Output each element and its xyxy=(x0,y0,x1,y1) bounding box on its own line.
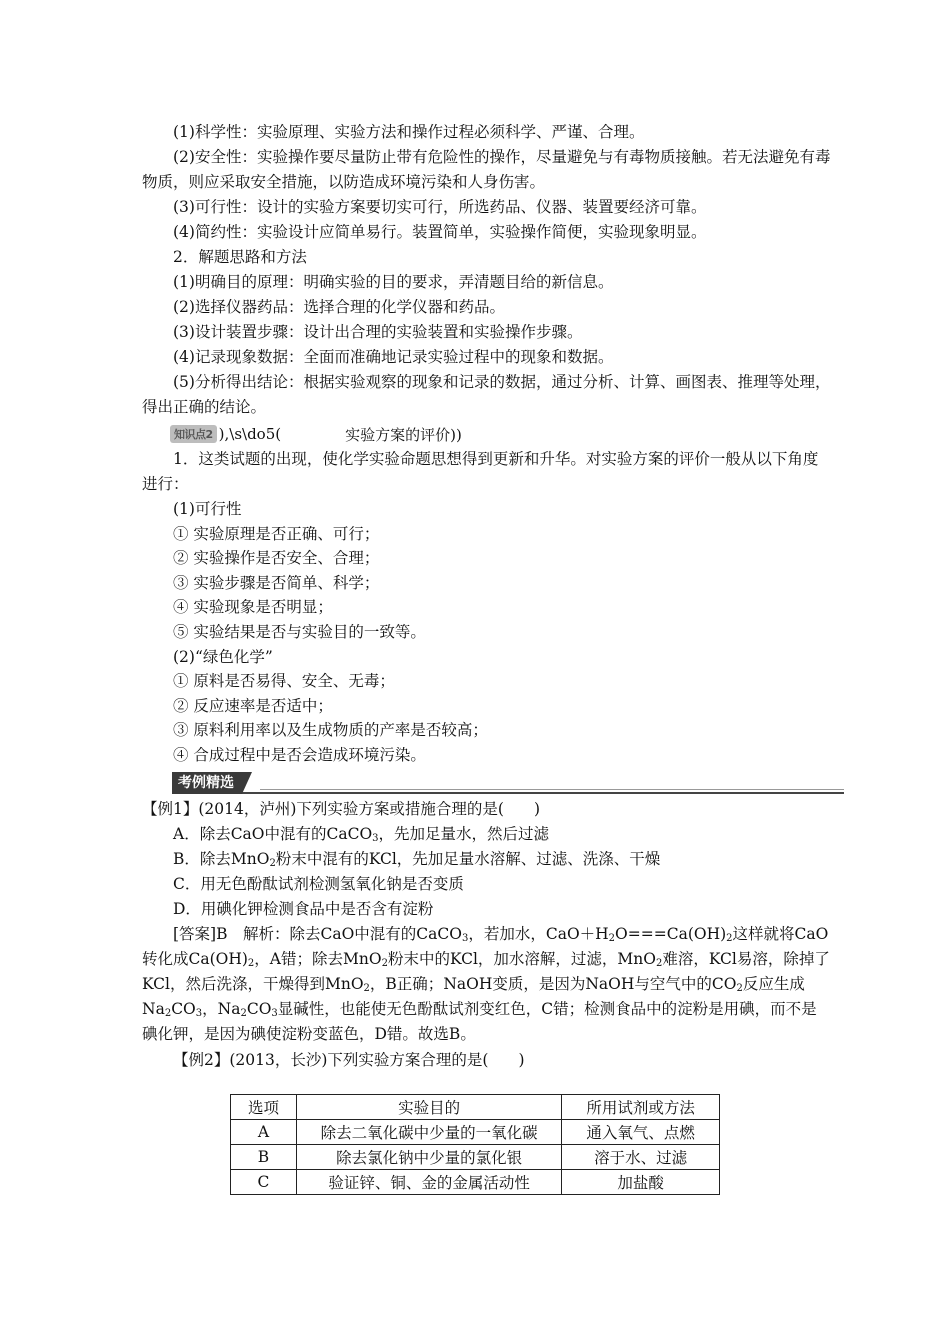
table-header: 实验目的 xyxy=(296,1095,561,1120)
feasibility-item: ③ 实验步骤是否简单、科学； xyxy=(173,573,380,592)
knowledge-point-title: 实验方案的评价)) xyxy=(345,425,462,444)
feasibility-item: ② 实验操作是否安全、合理； xyxy=(173,549,380,568)
principle-4: (4)简约性：实验设计应简单易行。装置简单，实验操作简便，实验现象明显。 xyxy=(173,223,707,241)
knowledge-point-heading xyxy=(142,421,832,447)
table-header-row xyxy=(231,1095,720,1120)
table-row xyxy=(231,1120,720,1145)
table-cell: A xyxy=(231,1120,297,1145)
knowledge-point-code: ),\s\do5( xyxy=(218,425,282,443)
green-chem-item: ④ 合成过程中是否会造成环境污染。 xyxy=(173,745,426,764)
example2-stem: 【例2】(2013，长沙)下列实验方案合理的是( ) xyxy=(173,1050,525,1069)
table-cell: 验证锌、铜、金的金属活动性 xyxy=(296,1170,561,1195)
example1-option-c: C．用无色酚酞试剂检测氢氧化钠是否变质 xyxy=(173,874,464,893)
principle-1: (1)科学性：实验原理、实验方法和操作过程必须科学、严谨、合理。 xyxy=(173,123,645,141)
method-step-1: (1)明确目的原理：明确实验的目的要求，弄清题目给的新信息。 xyxy=(173,273,614,291)
principle-3: (3)可行性：设计的实验方案要切实可行，所选药品、仪器、装置要经济可靠。 xyxy=(173,198,707,216)
table-cell: 溶于水、过滤 xyxy=(562,1145,720,1170)
document-body xyxy=(142,120,832,1073)
table-row xyxy=(231,1145,720,1170)
table-cell: B xyxy=(231,1145,297,1170)
table-cell: C xyxy=(231,1170,297,1195)
method-step-2: (2)选择仪器药品：选择合理的化学仪器和药品。 xyxy=(173,298,505,316)
table-cell: 除去二氧化碳中少量的一氧化碳 xyxy=(296,1120,561,1145)
method-heading: 2．解题思路和方法 xyxy=(173,248,307,266)
method-step-5: (5)分析得出结论：根据实验观察的现象和记录的数据，通过分析、计算、画图表、推理等处理，得出正确的结论。 xyxy=(142,373,831,416)
example1-option-b: B．除去MnO$_2$粉末中混有的KCl，先加足量水溶解、过滤、洗涤、干燥 xyxy=(173,849,661,869)
green-chem-item: ① 原料是否易得、安全、无毒； xyxy=(173,672,395,691)
principle-2: (2)安全性：实验操作要尽量防止带有危险性的操作，尽量避免与有毒物质接触。若无法避免有毒物质，则应采取安全措施，以防造成环境污染和人身伤害。 xyxy=(142,148,831,191)
green-chem-item: ③ 原料利用率以及生成物质的产率是否较高； xyxy=(173,721,488,740)
feasibility-item: ① 实验原理是否正确、可行； xyxy=(173,524,380,543)
example1-option-a: A．除去CaO中混有的CaCO$_3$，先加足量水，然后过滤 xyxy=(173,824,550,844)
green-chem-heading: (2)“绿色化学” xyxy=(173,647,273,666)
example1-option-d: D．用碘化钾检测食品中是否含有淀粉 xyxy=(173,899,434,918)
green-chem-item: ② 反应速率是否适中； xyxy=(173,696,333,715)
evaluation-intro: 1．这类试题的出现，使化学实验命题思想得到更新和升华。对实验方案的评价一般从以下角度进行： xyxy=(142,450,819,493)
table-header: 选项 xyxy=(231,1095,297,1120)
example1-answer: [答案]B 解析：除去CaO中混有的CaCO$_3$，若加水，$CaO+H_2O===Ca(OH)_2$这样就将CaO转化成$Ca(OH)_2$，A错；除去MnO$_2$粉末中的KCl，加水溶解，过滤，MnO$_2$难溶，KCl易溶，除掉了KCl，然后洗涤，干燥得到MnO$_2$，B正确；NaOH变质，是因为NaOH与空气中的$CO_2$反应生成$Na_2CO_3$，$Na_2CO_3$显碱性，也能使无色酚酞试剂变红色，C错；检测食品中的淀粉是用碘，而不是碘化钾，是因为碘使淀粉变蓝色，D错。故选B。 xyxy=(142,924,830,1043)
table-header: 所用试剂或方法 xyxy=(562,1095,720,1120)
feasibility-heading: (1)可行性 xyxy=(173,500,242,518)
knowledge-point-badge: 知识点2 xyxy=(170,425,217,443)
section-banner xyxy=(142,772,844,794)
method-step-4: (4)记录现象数据：全面而准确地记录实验过程中的现象和数据。 xyxy=(173,348,614,366)
table-row xyxy=(231,1170,720,1195)
section-label: 考例精选 xyxy=(172,772,242,794)
example2-table xyxy=(230,1094,720,1195)
example1-stem: 【例1】(2014，泸州)下列实验方案或措施合理的是( ) xyxy=(142,799,541,818)
table-cell: 通入氧气、点燃 xyxy=(562,1120,720,1145)
table-cell: 除去氯化钠中少量的氯化银 xyxy=(296,1145,561,1170)
feasibility-item: ④ 实验现象是否明显； xyxy=(173,598,333,617)
feasibility-item: ⑤ 实验结果是否与实验目的一致等。 xyxy=(173,622,426,641)
table-cell: 加盐酸 xyxy=(562,1170,720,1195)
method-step-3: (3)设计装置步骤：设计出合理的实验装置和实验操作步骤。 xyxy=(173,323,583,341)
